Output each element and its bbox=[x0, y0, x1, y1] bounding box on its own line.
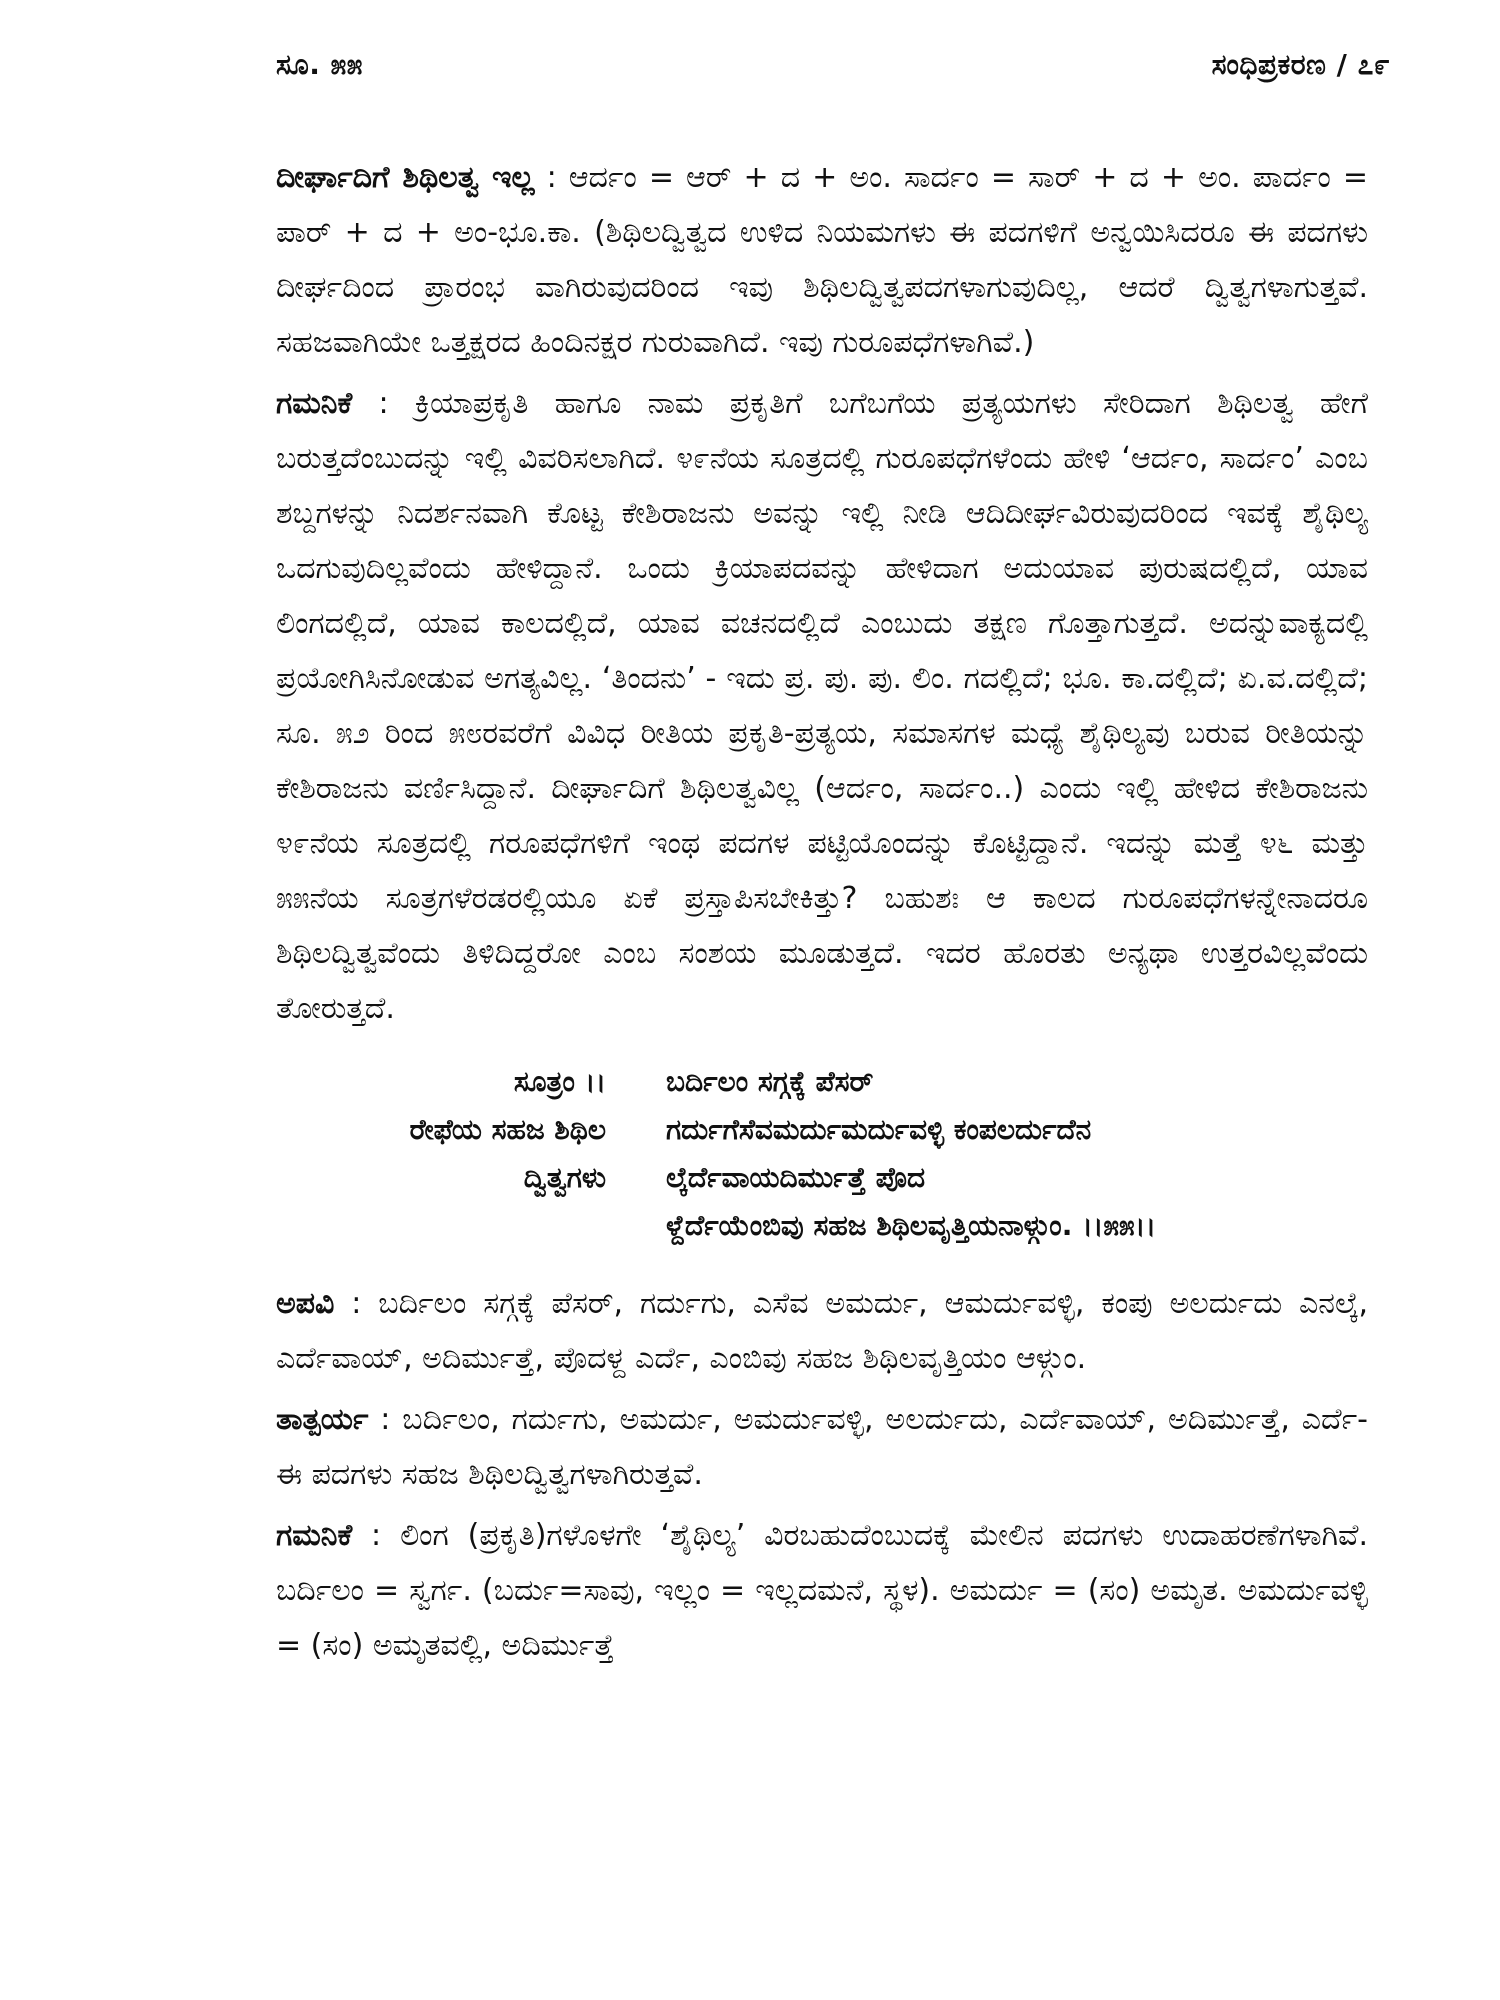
header-sutra-number: ಸೂ. ೫೫ bbox=[276, 48, 363, 81]
verse-label-line: ಸೂತ್ರಂ ।। bbox=[513, 1065, 606, 1098]
paragraph-apavi bbox=[276, 1276, 1368, 1386]
paragraph-text: : ಆರ್ದಂ = ಆರ್ + ದ + ಅಂ. ಸಾರ್ದಂ = ಸಾರ್ + ದ + ಅಂ. ಪಾರ್ದಂ = ಪಾರ್ + ದ + ಅಂ-ಭೂ.ಕಾ. (ಶಿಥಿಲದ್ವಿತ್ವದ ಉಳಿದ ನಿಯಮಗಳು ಈ ಪದಗಳಿಗೆ ಅನ್ವಯಿಸಿದರೂ ಈ ಪದಗಳು ದೀರ್ಘದಿಂದ ಪ್ರಾರಂಭ ವಾಗಿರುವುದರಿಂದ ಇವು ಶಿಥಿಲದ್ವಿತ್ವಪದಗಳಾಗುವುದಿಲ್ಲ, ಆದರೆ ದ್ವಿತ್ವಗಳಾಗುತ್ತವೆ. ಸಹಜವಾಗಿಯೇ ಒತ್ತಕ್ಷರದ ಹಿಂದಿನಕ್ಷರ ಗುರುವಾಗಿದೆ. ಇವು ಗುರೂಪಧೆಗಳಾಗಿವೆ.) bbox=[276, 160, 1369, 360]
paragraph-text: : ಬರ್ದಿಲಂ, ಗರ್ದುಗು, ಅಮರ್ದು, ಅಮರ್ದುವಳ್ಳಿ, ಅಲರ್ದುದು, ಎರ್ದೆವಾಯ್, ಅದಿರ್ಮುತ್ತೆ, ಎರ್ದೆ- ಈ ಪದಗಳು ಸಹಜ ಶಿಥಿಲದ್ವಿತ್ವಗಳಾಗಿರುತ್ತವೆ. bbox=[276, 1402, 1368, 1492]
paragraph-text: : ಕ್ರಿಯಾಪ್ರಕೃತಿ ಹಾಗೂ ನಾಮ ಪ್ರಕೃತಿಗೆ ಬಗೆಬಗೆಯ ಪ್ರತ್ಯಯಗಳು ಸೇರಿದಾಗ ಶಿಥಿಲತ್ವ ಹೇಗೆ ಬರುತ್ತದೆಂಬುದನ್ನು ಇಲ್ಲಿ ವಿವರಿಸಲಾಗಿದೆ. ೪೯ನೆಯ ಸೂತ್ರದಲ್ಲಿ ಗುರೂಪಧೆಗಳೆಂದು ಹೇಳಿ ‘ಆರ್ದಂ, ಸಾರ್ದಂ’ ಎಂಬ ಶಬ್ದಗಳನ್ನು ನಿದರ್ಶನವಾಗಿ ಕೊಟ್ಟ ಕೇಶಿರಾಜನು ಅವನ್ನು ಇಲ್ಲಿ ನೀಡಿ ಆದಿದೀರ್ಘವಿರುವುದರಿಂದ ಇವಕ್ಕೆ ಶೈಥಿಲ್ಯ ಒದಗುವುದಿಲ್ಲವೆಂದು ಹೇಳಿದ್ದಾನೆ. ಒಂದು ಕ್ರಿಯಾಪದವನ್ನು ಹೇಳಿದಾಗ ಅದುಯಾವ ಪುರುಷದಲ್ಲಿದೆ, ಯಾವ ಲಿಂಗದಲ್ಲಿದೆ, ಯಾವ ಕಾಲದಲ್ಲಿದೆ, ಯಾವ ವಚನದಲ್ಲಿದೆ ಎಂಬುದು ತಕ್ಷಣ ಗೊತ್ತಾಗುತ್ತದೆ. ಅದನ್ನುವಾಕ್ಯದಲ್ಲಿ ಪ್ರಯೋಗಿಸಿನೋಡುವ ಅಗತ್ಯವಿಲ್ಲ. ‘ತಿಂದನು’ - ಇದು ಪ್ರ. ಪು. ಪು. ಲಿಂ. ಗದಲ್ಲಿದೆ; ಭೂ. ಕಾ.ದಲ್ಲಿದೆ; ಏ.ವ.ದಲ್ಲಿದೆ; ಸೂ. ೫೨ ರಿಂದ ೫೮ರವರೆಗೆ ವಿವಿಧ ರೀತಿಯ ಪ್ರಕೃತಿ-ಪ್ರತ್ಯಯ, ಸಮಾಸಗಳ ಮಧ್ಯೆ ಶೈಥಿಲ್ಯವು ಬರುವ ರೀತಿಯನ್ನು ಕೇಶಿರಾಜನು ವರ್ಣಿಸಿದ್ದಾನೆ. ದೀರ್ಘಾದಿಗೆ ಶಿಥಿಲತ್ವವಿಲ್ಲ (ಆರ್ದಂ, ಸಾರ್ದಂ..) ಎಂದು ಇಲ್ಲಿ ಹೇಳಿದ ಕೇಶಿರಾಜನು ೪೯ನೆಯ ಸೂತ್ರದಲ್ಲಿ ಗರೂಪಧೆಗಳಿಗೆ ಇಂಥ ಪದಗಳ ಪಟ್ಟಿಯೊಂದನ್ನು ಕೊಟ್ಟಿದ್ದಾನೆ. ಇದನ್ನು ಮತ್ತೆ ೪೬ ಮತ್ತು ೫೫ನೆಯ ಸೂತ್ರಗಳೆರಡರಲ್ಲಿಯೂ ಏಕೆ ಪ್ರಸ್ತಾಪಿಸಬೇಕಿತ್ತು? ಬಹುಶಃ ಆ ಕಾಲದ ಗುರೂಪಧೆಗಳನ್ನೇನಾದರೂ ಶಿಥಿಲದ್ವಿತ್ವವೆಂದು ತಿಳಿದಿದ್ದರೋ ಎಂಬ ಸಂಶಯ ಮೂಡುತ್ತದೆ. ಇದರ ಹೊರತು ಅನ್ಯಥಾ ಉತ್ತರವಿಲ್ಲವೆಂದು ತೋರುತ್ತದೆ. bbox=[276, 386, 1368, 1026]
verse-line: ಲ್ಕೆರ್ದೆವಾಯದಿರ್ಮುತ್ತೆ ಪೊದ bbox=[666, 1161, 926, 1194]
paragraph-text: : ಲಿಂಗ (ಪ್ರಕೃತಿ)ಗಳೊಳಗೇ ‘ಶೈಥಿಲ್ಯ’ ವಿರಬಹುದೆಂಬುದಕ್ಕೆ ಮೇಲಿನ ಪದಗಳು ಉದಾಹರಣೆಗಳಾಗಿವೆ. ಬರ್ದಿಲಂ = ಸ್ವರ್ಗ. (ಬರ್ದು=ಸಾವು, ಇಲ್ಲಂ = ಇಲ್ಲದಮನೆ, ಸ್ಥಳ). ಅಮರ್ದು = (ಸಂ) ಅಮೃತ. ಅಮರ್ದುವಳ್ಳಿ = (ಸಂ) ಅಮೃತವಲ್ಲಿ, ಅದಿರ್ಮುತ್ತೆ bbox=[276, 1518, 1368, 1663]
paragraph-dirgha bbox=[276, 150, 1368, 370]
verse-line: ಳ್ದೆರ್ದೆಯೆಂಬಿವು ಸಹಜ ಶಿಥಿಲವೃತ್ತಿಯನಾಳ್ಗುಂ. ।।೫೫।। bbox=[666, 1209, 1157, 1242]
verse-line: ಬರ್ದಿಲಂ ಸಗ್ಗಕ್ಕೆ ಪೆಸರ್ bbox=[666, 1065, 874, 1098]
sutra-verse bbox=[276, 1058, 1368, 1250]
paragraph-lead: ಗಮನಿಕೆ bbox=[276, 1518, 353, 1553]
paragraph-lead: ದೀರ್ಘಾದಿಗೆ ಶಿಥಿಲತ್ವ ಇಲ್ಲ bbox=[276, 160, 535, 195]
paragraph-text: : ಬರ್ದಿಲಂ ಸಗ್ಗಕ್ಕೆ ಪೆಸರ್, ಗರ್ದುಗು, ಎಸೆವ ಅಮರ್ದು, ಆಮರ್ದುವಳ್ಳಿ, ಕಂಪು ಅಲರ್ದುದು ಎನಲ್ಕೆ, ಎರ್ದೆವಾಯ್, ಅದಿರ್ಮುತ್ತೆ, ಪೊದಳ್ದ ಎರ್ದೆ, ಎಂಬಿವು ಸಹಜ ಶಿಥಿಲವೃತ್ತಿಯಂ ಆಳ್ಗುಂ. bbox=[276, 1286, 1368, 1376]
verse-label-line: ರೇಫೆಯ ಸಹಜ ಶಿಥಿಲ bbox=[409, 1113, 606, 1146]
verse-label-line: ದ್ವಿತ್ವಗಳು bbox=[523, 1161, 606, 1194]
paragraph-lead: ತಾತ್ಪರ್ಯ bbox=[276, 1402, 369, 1437]
running-header bbox=[276, 48, 1390, 82]
header-chapter-page: ಸಂಧಿಪ್ರಕರಣ / ೭೯ bbox=[1211, 48, 1390, 81]
page-body bbox=[276, 150, 1368, 1679]
verse-label-line bbox=[276, 1202, 606, 1250]
verse-line: ಗರ್ದುಗೆಸೆವಮರ್ದುಮರ್ದುವಳ್ಳಿ ಕಂಪಲರ್ದುದೆನ bbox=[666, 1113, 1092, 1146]
paragraph-gamanike-2 bbox=[276, 1508, 1368, 1673]
paragraph-tatparya bbox=[276, 1392, 1368, 1502]
paragraph-lead: ಗಮನಿಕೆ bbox=[276, 386, 353, 421]
paragraph-gamanike-1 bbox=[276, 376, 1368, 1036]
paragraph-lead: ಅಪವಿ bbox=[276, 1286, 335, 1321]
